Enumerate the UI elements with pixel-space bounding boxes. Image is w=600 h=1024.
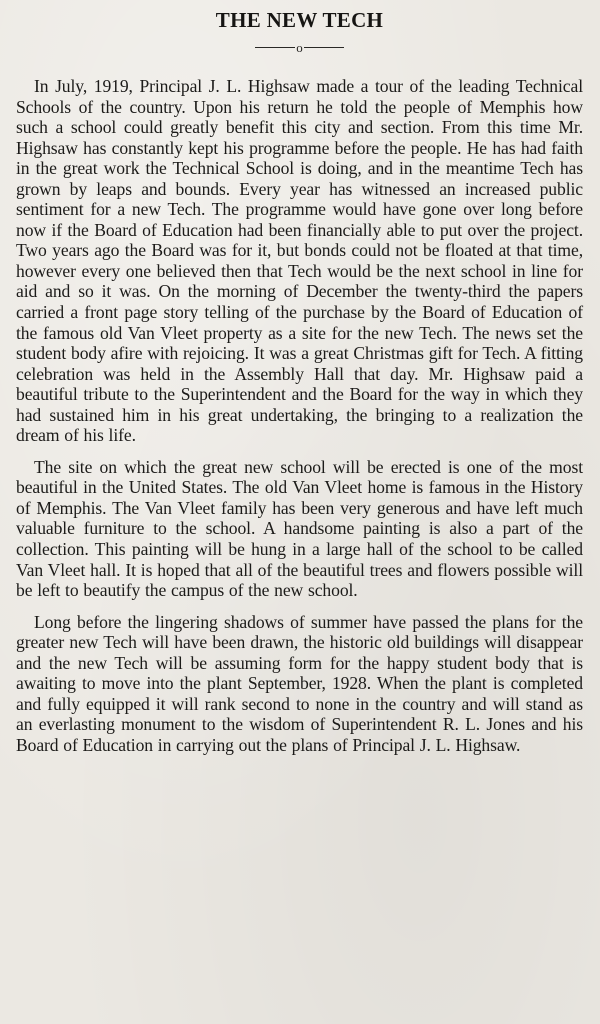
article-paragraph-3: Long before the lingering shadows of summer have passed the plans for the greater new Tech will have been drawn, the historic old buildings will disappear and the new Tech will be assuming form for the happy student body that is awaiting to move into the plant September, 1928. When the plant is completed and fully equipped it will rank second to none in the country and will stand as an everlasting monument to the wisdom of Superintendent R. L. Jones and his Board of Education in carrying out the plans of Principal J. L. Highsaw.: [16, 611, 583, 755]
title-ornament-divider: [16, 36, 583, 58]
article-paragraph-2: The site on which the great new school will be erected is one of the most beautiful in the United States. The old Van Vleet home is famous in the History of Memphis. The Van Vleet family has been very generous and have left much valuable furniture to the school. A handsome painting is also a part of the collection. This painting will be hung in a large hall of the school to be called Van Vleet hall. It is hoped that all of the beautiful trees and flowers possible will be left to beautify the campus of the new school.: [16, 456, 583, 601]
ornament-rule-left: [255, 47, 295, 48]
ornament-center-mark: o: [296, 39, 303, 55]
article-title: THE NEW TECH: [215, 8, 384, 32]
article-paragraph-1: In July, 1919, Principal J. L. Highsaw made a tour of the leading Technical Schools of the country. Upon his return he told the people of Memphis how such a school could greatly benefit this city and section. From this time Mr. Highsaw has constantly kept his programme before the people. He has had faith in the great work the Technical School is doing, and in the meantime Tech has grown by leaps and bounds. Every year has witnessed an increased public sentiment for a new Tech. The programme would have gone over long before now if the Board of Education had been financially able to put over the project. Two years ago the Board was for it, but bonds could not be floated at that time, however every one believed then that Tech would be the next school in line for aid and so it was. On the morning of December the twenty-third the papers carried a front page story telling of the purchase by the Board of Education of the famous old Van Vleet property as a site for the new Tech. The news set the student body afire with rejoicing. It was a great Christmas gift for Tech. A fitting celebration was held in the Assembly Hall that day. Mr. Highsaw paid a beautiful tribute to the Superintendent and the Board for the way in which they had sustained him in his great undertaking, the bringing to a realization the dream of his life.: [16, 76, 583, 446]
ornament-rule-right: [304, 47, 344, 48]
